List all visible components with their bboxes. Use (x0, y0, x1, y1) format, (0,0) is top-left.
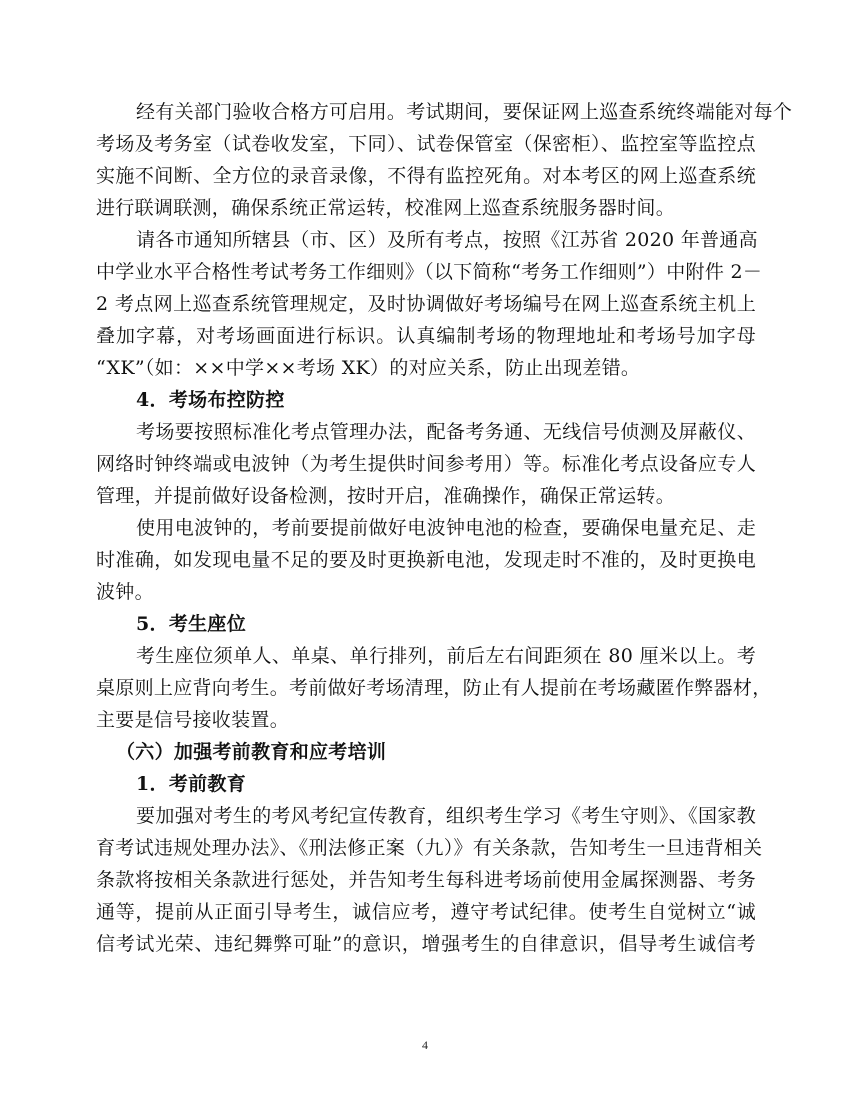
text-line: 通等，提前从正面引导考生，诚信应考，遵守考试纪律。使考生自觉树立“诚 (96, 901, 756, 923)
text-line: 桌原则上应背向考生。考前做好考场清理，防止有人提前在考场藏匿作弊器材， (96, 677, 772, 699)
text-line: 要加强对考生的考风考纪宣传教育，组织考生学习《考生守则》、《国家教 (136, 805, 756, 827)
paragraph (96, 640, 772, 736)
text-line: 主要是信号接收装置。 (96, 709, 290, 731)
text-line: 进行联调联测，确保系统正常运转，校准网上巡查系统服务器时间。 (96, 197, 676, 219)
text-line: 实施不间断、全方位的录音录像，不得有监控死角。对本考区的网上巡查系统 (96, 165, 756, 187)
text-line: 管理，并提前做好设备检测，按时开启，准确操作，确保正常运转。 (96, 485, 676, 507)
text-line: 网络时钟终端或电波钟（为考生提供时间参考用）等。标准化考点设备应专人 (96, 453, 756, 475)
text-line: （六）加强考前教育和应考培训 (116, 741, 387, 763)
text-line: 考场要按照标准化考点管理办法，配备考务通、无线信号侦测及屏蔽仪、 (136, 421, 756, 443)
text-line: 条款将按相关条款进行惩处，并告知考生每科进考场前使用金属探测器、考务 (96, 869, 756, 891)
text-line: 育考试违规处理办法》、《刑法修正案（九）》有关条款，告知考生一旦违背相关 (96, 837, 763, 859)
paragraph (96, 96, 793, 224)
text-line: 考生座位须单人、单桌、单行排列，前后左右间距须在 80 厘米以上。考 (136, 645, 756, 667)
text-line: 2 考点网上巡查系统管理规定，及时协调做好考场编号在网上巡查系统主机上 (96, 293, 756, 315)
subsection-heading (96, 608, 756, 640)
text-line: 经有关部门验收合格方可启用。考试期间，要保证网上巡查系统终端能对每个 (136, 101, 793, 123)
text-line: 波钟。 (96, 581, 154, 603)
paragraph (96, 512, 756, 608)
text-line: 时准确，如发现电量不足的要及时更换新电池，发现走时不准的，及时更换电 (96, 549, 756, 571)
text-line: “XK”（如：××中学××考场 XK）的对应关系，防止出现差错。 (96, 357, 641, 379)
paragraph (96, 800, 763, 960)
text-line: 使用电波钟的，考前要提前做好电波钟电池的检查，要确保电量充足、走 (136, 517, 756, 539)
paragraph (96, 416, 756, 512)
subsection-heading (96, 768, 756, 800)
text-line: 请各市通知所辖县（市、区）及所有考点，按照《江苏省 2020 年普通高 (136, 229, 758, 251)
text-line: 考场及考务室（试卷收发室，下同）、试卷保管室（保密柜）、监控室等监控点 (96, 133, 756, 155)
paragraph (96, 224, 763, 384)
text-line: 5．考生座位 (136, 613, 247, 635)
text-line: 4．考场布控防控 (136, 389, 285, 411)
text-line: 1．考前教育 (136, 773, 247, 795)
text-line: 信考试光荣、违纪舞弊可耻”的意识，增强考生的自律意识，倡导考生诚信考 (96, 933, 756, 955)
document-body (96, 96, 793, 960)
subsection-heading (96, 384, 756, 416)
text-line: 中学业水平合格性考试考务工作细则》（以下简称“考务工作细则”）中附件 2－ (96, 261, 763, 283)
text-line: 叠加字幕，对考场画面进行标识。认真编制考场的物理地址和考场号加字母 (96, 325, 756, 347)
section-heading (96, 736, 756, 768)
page-number: 4 (422, 1038, 428, 1052)
